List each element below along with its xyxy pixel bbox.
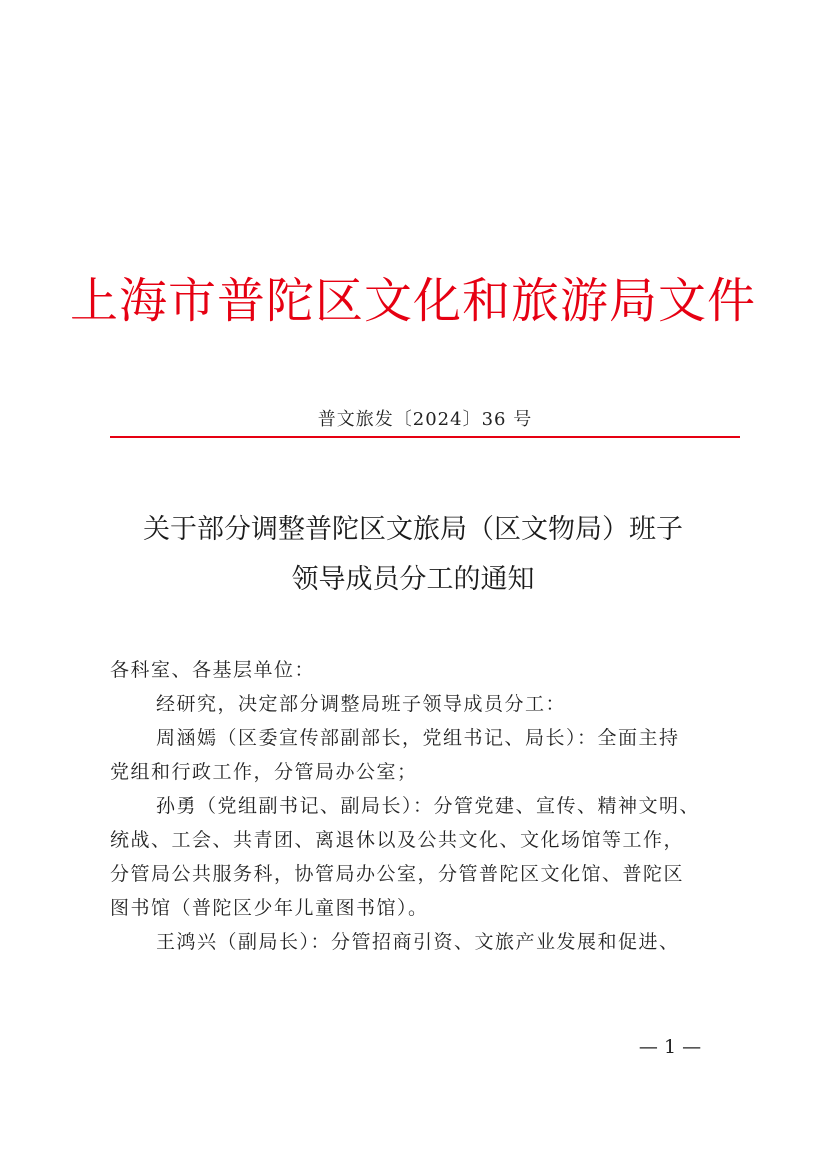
notice-body: [110, 653, 730, 959]
body-line-sun-1: 孙勇（党组副书记、副局长）：分管党建、宣传、精神文明、: [156, 795, 701, 817]
body-line-zhou-2: 党组和行政工作，分管局办公室；: [110, 761, 418, 783]
body-line-sun-2: 统战、工会、共青团、离退休以及公共文化、文化场馆等工作，: [110, 829, 685, 851]
notice-title-line-1: 关于部分调整普陀区文旅局（区文物局）班子: [143, 514, 683, 545]
body-line-zhou-1: 周涵嫣（区委宣传部副部长，党组书记、局长）：全面主持: [156, 727, 680, 749]
issuing-organization-title: 上海市普陀区文化和旅游局文件: [69, 273, 756, 329]
notice-title: [60, 505, 766, 605]
salutation: 各科室、各基层单位：: [110, 659, 316, 681]
body-line-sun-3: 分管局公共服务科，协管局办公室，分管普陀区文化馆、普陀区: [110, 863, 685, 885]
document-number: 普文旅发〔2024〕36 号: [317, 409, 533, 430]
red-divider-line: [110, 436, 740, 438]
page-number: — 1 —: [638, 1036, 702, 1058]
body-line-sun-4: 图书馆（普陀区少年儿童图书馆）。: [110, 897, 429, 919]
body-line-wang-1: 王鸿兴（副局长）：分管招商引资、文旅产业发展和促进、: [156, 931, 680, 953]
notice-title-line-2: 领导成员分工的通知: [291, 564, 535, 595]
body-paragraph-intro: 经研究，决定部分调整局班子领导成员分工：: [156, 693, 567, 715]
